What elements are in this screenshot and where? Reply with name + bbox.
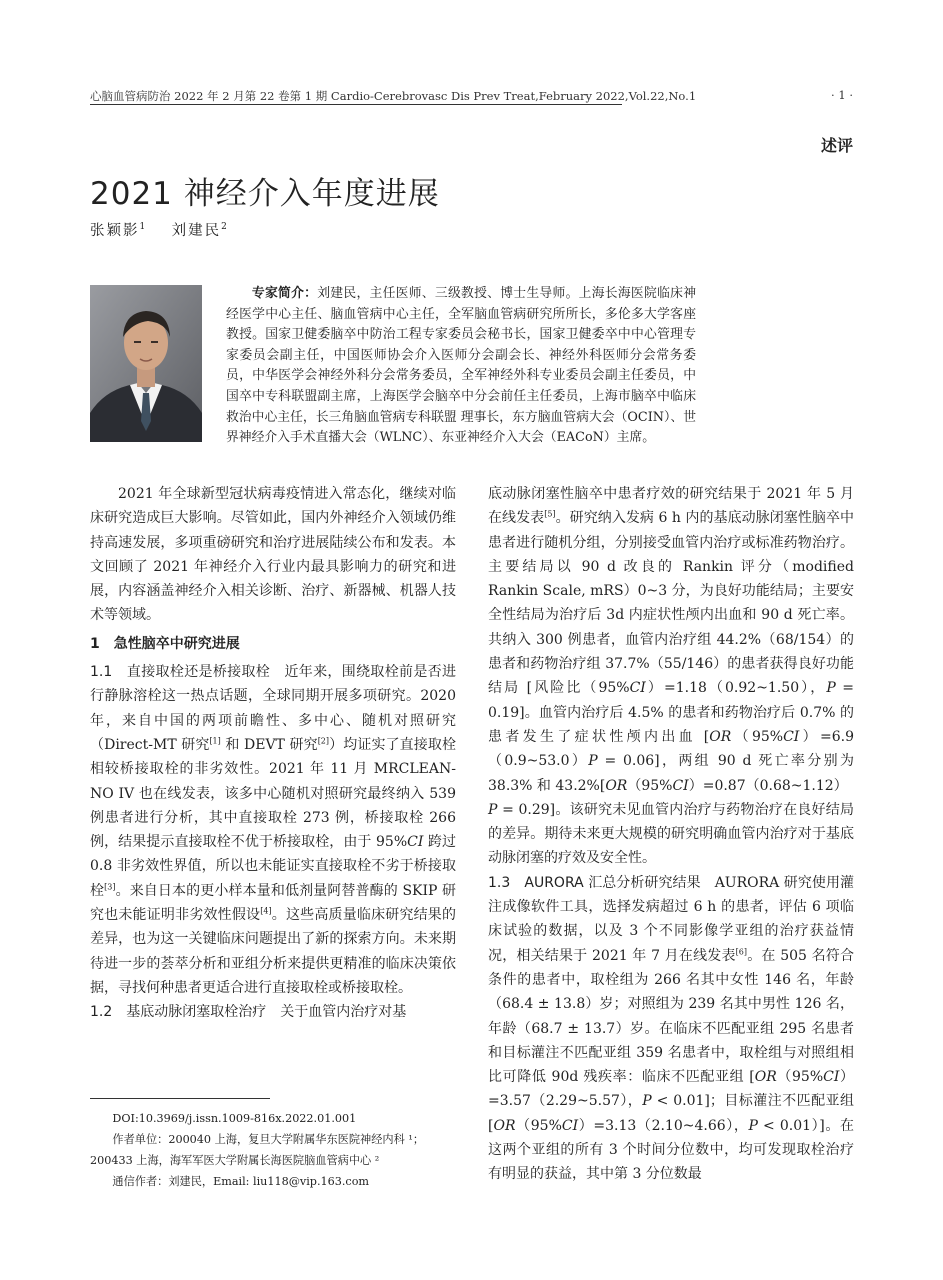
biography-text: 刘建民，主任医师、三级教授、博士生导师。上海长海医院临床神经医学中心主任、脑血管病中心主任，全军脑血管病研究所所长，多伦多大学客座教授。国家卫健委脑卒中防治工程专家委员会秘书长，国家卫健委卒中中心管理专家委员会副主任，中国医师协会介入医师分会副会长、神经外科医师分会常务委员，中华医学会神经外科分会常务委员，全军神经外科专业委员会副主任委员，中国卒中专科联盟副主席，上海医学会脑卒中分会前任主任委员，上海市脑卒中临床救治中心主任，长三角脑血管病专科联盟 理事长，东方脑血管病大会（OCIN）、世界神经介入手术直播大会（WLNC）、东亚神经介入大会（EACoN）主席。	[226, 286, 697, 446]
header-rule	[90, 104, 622, 105]
citation-ref: [6]	[735, 946, 748, 956]
journal-citation: 心脑血管病防治 2022 年 2 月第 22 卷第 1 期 Cardio-Cerebrovasc Dis Prev Treat,February 2022,Vol.22,No.1	[90, 89, 697, 103]
portrait-illustration	[90, 285, 202, 442]
page-number: · 1 ·	[831, 88, 853, 102]
body-column-left	[90, 482, 456, 1025]
subsection-heading: 1.1 直接取栓还是桥接取栓	[90, 664, 271, 681]
intro-paragraph: 2021 年全球新型冠状病毒疫情进入常态化，继续对临床研究造成巨大影响。尽管如此，国内外神经介入领域仍维持高速发展，多项重磅研究和治疗进展陆续公布和发表。本文回顾了 2021 年神经介入行业内最具影响力的研究和进展，内容涵盖神经介入相关诊断、治疗、新器械、机器人技术等领域。	[90, 486, 456, 624]
subsection-heading: 1.2 基底动脉闭塞取栓治疗	[90, 1004, 267, 1021]
correspondence-line: 通信作者：刘建民，Email: liu118@vip.163.com	[112, 1175, 370, 1188]
section-heading: 1 急性脑卒中研究进展	[90, 635, 240, 652]
author-portrait	[90, 285, 202, 442]
section-tag: 述评	[820, 136, 853, 155]
paragraph-1-2: 1.2 基底动脉闭塞取栓治疗 关于血管内治疗对基	[90, 1004, 407, 1021]
article-title: 2021 神经介入年度进展	[90, 176, 440, 212]
author-name: 刘建民	[171, 223, 222, 239]
author-affiliation-mark: 1	[139, 222, 146, 233]
citation-ref: [2]	[317, 736, 330, 746]
footnote-rule	[90, 1098, 270, 1099]
paragraph-1-2-continued: 底动脉闭塞性脑卒中患者疗效的研究结果于 2021 年 5 月在线发表[5]。研究纳入发病 6 h 内的基底动脉闭塞性脑卒中患者进行随机分组，分别接受血管内治疗或标准药物治疗。主要结局以 90 d 改良的 Rankin 评分（modified Rankin Scale, mRS）0~3 分，为良好功能结局；主要安全性结局为治疗后 3d 内症状性颅内出血和 90 d 死亡率。共纳入 300 例患者，血管内治疗组 44.2%（68/154）的患者和药物治疗组 37.7%（55/146）的患者获得良好功能结局 [风险比（95%CI）=1.18（0.92~1.50），P = 0.19]。血管内治疗后 4.5% 的患者和药物治疗后 0.7% 的患者发生了症状性颅内出血 [OR（95%CI）=6.9（0.9~53.0）P = 0.06]，两组 90 d 死亡率分别为 38.3% 和 43.2%[OR（95%CI）=0.87（0.68~1.12） P = 0.29]。该研究未见血管内治疗与药物治疗在良好结局的差异。期待未来更大规模的研究明确血管内治疗对于基底动脉闭塞的疗效及安全性。	[488, 486, 854, 867]
citation-ref: [4]	[260, 906, 272, 916]
footnotes	[90, 1108, 456, 1192]
subsection-heading: 1.3 AURORA 汇总分析研究结果	[488, 874, 701, 891]
author-affiliation-mark: 2	[221, 222, 227, 233]
paragraph-1-3: 1.3 AURORA 汇总分析研究结果 AURORA 研究使用灌注成像软件工具，选择发病超过 6 h 的患者，评估 6 项临床试验的数据，以及 3 个不同影像学亚组的治疗获益情况，相关结果于 2021 年 7 月在线发表[6]。在 505 名符合条件的患者中，取栓组为 266 名其中女性 146 名，年龄（68.4 ± 13.8）岁；对照组为 239 名其中男性 126 名，年龄（68.7 ± 13.7）岁。在临床不匹配亚组 295 名患者和目标灌注不匹配亚组 359 名患者中，取栓组与对照组相比可降低 90d 残疾率：临床不匹配亚组 [OR（95%CI）=3.57（2.29~5.57），P < 0.01]；目标灌注不匹配亚组 [OR（95%CI）=3.13（2.10~4.66），P < 0.01）]。在这两个亚组的所有 3 个时间分位数中，均可发现取栓治疗有明显的获益，其中第 3 分位数最	[488, 874, 855, 1183]
author-list	[90, 219, 227, 240]
citation-ref: [3]	[104, 882, 116, 892]
author-biography	[226, 284, 696, 449]
citation-ref: [5]	[544, 509, 556, 519]
affiliation-line: 作者单位：200040 上海，复旦大学附属华东医院神经内科 ¹；200433 上海，海军军医大学附属长海医院脑血管病中心 ²	[90, 1133, 425, 1167]
citation-ref: [1]	[209, 736, 221, 746]
doi-line: DOI:10.3969/j.issn.1009-816x.2022.01.001	[112, 1112, 357, 1125]
biography-label: 专家简介：	[251, 286, 318, 301]
body-column-right	[488, 482, 854, 1187]
author-name: 张颖影	[90, 223, 140, 239]
paragraph-1-1: 1.1 直接取栓还是桥接取栓 近年来，围绕取栓前是否进行静脉溶栓这一热点话题，全球同期开展多项研究。2020 年，来自中国的两项前瞻性、多中心、随机对照研究（Direct-MT 研究[1] 和 DEVT 研究[2]）均证实了直接取栓相较桥接取栓的非劣效性。2021 年 11 月 MRCLEAN-NO IV 也在线发表，该多中心随机对照研究最终纳入 539 例患者进行分析，其中直接取栓 273 例，桥接取栓 266 例，结果提示直接取栓不优于桥接取栓，由于 95%CI 跨过 0.8 非劣效性界值，所以也未能证实直接取栓不劣于桥接取栓[3]。来自日本的更小样本量和低剂量阿替普酶的 SKIP 研究也未能证明非劣效性假设[4]。这些高质量临床研究结果的差异，也为这一关键临床问题提出了新的探索方向。未来期待进一步的荟萃分析和亚组分析来提供更精准的临床决策依据，寻找何种患者更适合进行直接取栓或桥接取栓。	[90, 664, 457, 996]
